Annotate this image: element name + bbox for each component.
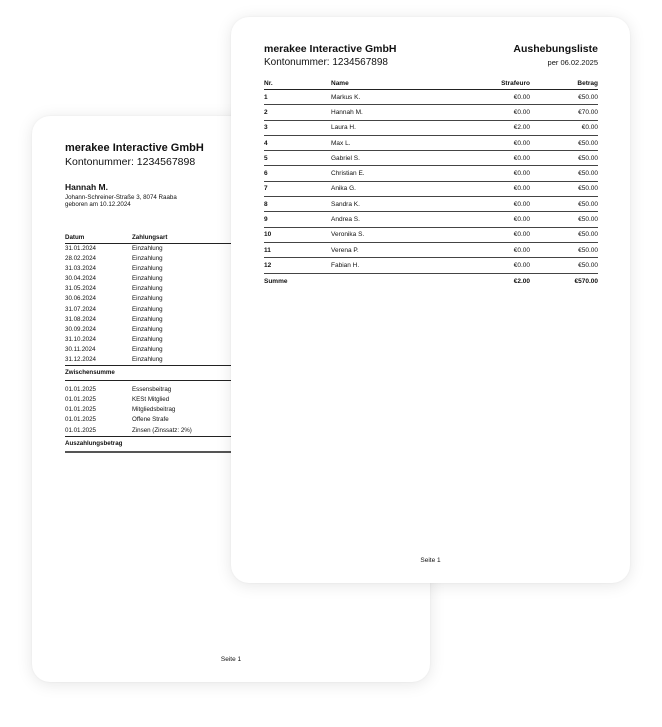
row-name: Fabian H. (331, 258, 460, 273)
row-fee: €0.00 (460, 242, 530, 257)
row-amount: €50.00 (530, 90, 598, 105)
row-fee: €0.00 (460, 227, 530, 242)
row-date: 01.01.2025 (65, 416, 96, 424)
payout-table (264, 79, 598, 290)
row-amount: €0.00 (530, 120, 598, 135)
row-amount: €50.00 (530, 166, 598, 181)
account-number: Kontonummer: 1234567898 (264, 57, 388, 68)
row-name: Laura H. (331, 120, 460, 135)
row-payment-type: Einzahlung (132, 335, 163, 343)
row-nr: 4 (264, 135, 331, 150)
row-payment-type: Einzahlung (132, 255, 163, 263)
row-date: 01.01.2025 (65, 426, 96, 434)
row-name: Verena P. (331, 242, 460, 257)
row-payment-type: Einzahlung (132, 325, 163, 333)
member-birthdate: geboren am 10.12.2024 (65, 201, 131, 208)
table-row (264, 90, 598, 105)
row-date: 01.01.2025 (65, 396, 96, 404)
subtotal-label: Zwischensumme (65, 366, 265, 381)
row-amount: €50.00 (530, 135, 598, 150)
row-payment-type: Einzahlung (132, 315, 163, 323)
sum-fee: €2.00 (513, 278, 530, 286)
row-date: 31.10.2024 (65, 335, 96, 343)
member-name: Hannah M. (65, 182, 108, 192)
row-payment-type: Einzahlung (132, 356, 163, 364)
row-fee: €0.00 (460, 166, 530, 181)
sum-label: Summe (264, 278, 288, 286)
document-title: Aushebungsliste (513, 43, 598, 55)
row-date: 31.01.2024 (65, 245, 96, 252)
member-address: Johann-Schreiner-Straße 3, 8074 Raaba (65, 194, 177, 201)
row-name: Sandra K. (331, 197, 460, 212)
row-date: 31.08.2024 (65, 315, 96, 323)
row-fee: €0.00 (460, 135, 530, 150)
row-amount: €50.00 (530, 181, 598, 196)
row-date: 31.03.2024 (65, 265, 96, 273)
table-row (264, 120, 598, 135)
table-row (264, 135, 598, 150)
row-payment-type: Offene Strafe (132, 416, 169, 424)
row-date: 31.05.2024 (65, 285, 96, 293)
row-name: Max L. (331, 135, 460, 150)
row-date: 30.11.2024 (65, 345, 96, 353)
row-nr: 5 (264, 151, 331, 166)
row-payment-type: Einzahlung (132, 305, 163, 313)
row-date: 31.07.2024 (65, 305, 96, 313)
table-row (264, 227, 598, 242)
row-fee: €0.00 (460, 90, 530, 105)
payout-label: Auszahlungsbetrag (65, 436, 265, 452)
column-header-fee: Strafeuro (460, 79, 530, 90)
row-nr: 12 (264, 258, 331, 273)
column-header-date: Datum (65, 233, 132, 244)
row-amount: €50.00 (530, 227, 598, 242)
payout-list-page (231, 17, 630, 583)
row-fee: €0.00 (460, 151, 530, 166)
table-row (264, 105, 598, 120)
table-row (264, 197, 598, 212)
sum-blank (331, 273, 460, 290)
document-date: per 06.02.2025 (547, 58, 598, 67)
account-number: Kontonummer: 1234567898 (65, 156, 196, 168)
sum-row (264, 273, 598, 290)
row-name: Andrea S. (331, 212, 460, 227)
row-nr: 6 (264, 166, 331, 181)
row-fee: €0.00 (460, 197, 530, 212)
row-name: Gabriel S. (331, 151, 460, 166)
page-number: Seite 1 (220, 656, 242, 663)
row-name: Hannah M. (331, 105, 460, 120)
row-fee: €2.00 (460, 120, 530, 135)
row-nr: 11 (264, 242, 331, 257)
table-row (264, 212, 598, 227)
company-name: merakee Interactive GmbH (65, 142, 204, 154)
row-payment-type: Zinsen (Zinssatz: 2%) (132, 426, 192, 434)
row-date: 30.09.2024 (65, 325, 96, 333)
row-fee: €0.00 (460, 105, 530, 120)
payout-body (264, 90, 598, 290)
page-number: Seite 1 (420, 557, 441, 564)
row-payment-type: Einzahlung (132, 345, 163, 353)
row-nr: 10 (264, 227, 331, 242)
table-row (264, 166, 598, 181)
row-date: 30.06.2024 (65, 295, 96, 303)
row-payment-type: KESt Mitglied (132, 396, 170, 404)
row-date: 01.01.2025 (65, 406, 96, 414)
row-payment-type: Einzahlung (132, 245, 163, 252)
row-name: Veronika S. (331, 227, 460, 242)
row-payment-type: Einzahlung (132, 275, 163, 283)
payout-header-row (264, 79, 598, 90)
row-amount: €50.00 (530, 151, 598, 166)
row-amount: €50.00 (530, 212, 598, 227)
row-nr: 2 (264, 105, 331, 120)
row-payment-type: Einzahlung (132, 265, 163, 273)
row-name: Markus K. (331, 90, 460, 105)
row-amount: €50.00 (530, 242, 598, 257)
column-header-amount: Betrag (530, 79, 598, 90)
row-amount: €50.00 (530, 197, 598, 212)
row-date: 28.02.2024 (65, 255, 96, 263)
row-date: 31.12.2024 (65, 356, 96, 364)
row-payment-type: Einzahlung (132, 285, 163, 293)
row-fee: €0.00 (460, 258, 530, 273)
company-name: merakee Interactive GmbH (264, 43, 397, 55)
table-row (264, 258, 598, 273)
row-fee: €0.00 (460, 212, 530, 227)
sum-amount: €570.00 (574, 278, 598, 286)
row-date: 01.01.2025 (65, 386, 96, 394)
row-nr: 3 (264, 120, 331, 135)
row-nr: 9 (264, 212, 331, 227)
row-amount: €70.00 (530, 105, 598, 120)
table-row (264, 181, 598, 196)
row-nr: 1 (264, 90, 331, 105)
column-header-nr: Nr. (264, 79, 331, 90)
row-name: Anika G. (331, 181, 460, 196)
row-nr: 8 (264, 197, 331, 212)
row-nr: 7 (264, 181, 331, 196)
row-payment-type: Einzahlung (132, 295, 163, 303)
table-row (264, 242, 598, 257)
row-name: Christian E. (331, 166, 460, 181)
table-row (264, 151, 598, 166)
row-date: 30.04.2024 (65, 275, 96, 283)
column-header-payment-type: Zahlungsart (132, 233, 265, 244)
row-payment-type: Essensbeitrag (132, 386, 172, 394)
row-amount: €50.00 (530, 258, 598, 273)
column-header-name: Name (331, 79, 460, 90)
row-fee: €0.00 (460, 181, 530, 196)
row-payment-type: Mitgliedsbeitrag (132, 406, 176, 414)
